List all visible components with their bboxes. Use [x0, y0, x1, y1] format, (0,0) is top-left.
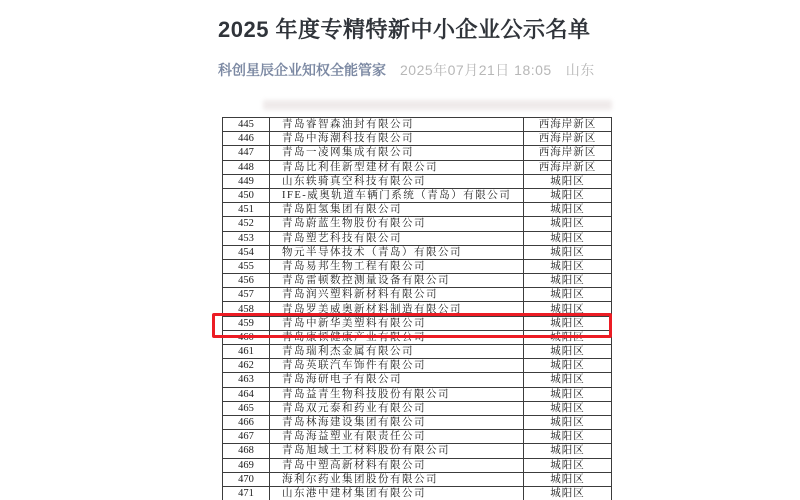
row-number-cell: 447: [223, 146, 270, 160]
table-row: [223, 217, 612, 231]
company-name-cell: 物元半导体技术（青岛）有限公司: [270, 245, 524, 259]
row-number-cell: 459: [223, 316, 270, 330]
district-cell: 城阳区: [524, 444, 612, 458]
row-number-cell: 465: [223, 401, 270, 415]
district-cell: 城阳区: [524, 217, 612, 231]
row-number-cell: 453: [223, 231, 270, 245]
row-number-cell: 464: [223, 387, 270, 401]
company-name-cell: 青岛中新华美塑料有限公司: [270, 316, 524, 330]
table-row: [223, 330, 612, 344]
company-name-cell: 青岛睿智森油封有限公司: [270, 118, 524, 132]
district-cell: 城阳区: [524, 401, 612, 415]
district-cell: 城阳区: [524, 231, 612, 245]
district-cell: 城阳区: [524, 288, 612, 302]
company-name-cell: 青岛雷顿数控测量设备有限公司: [270, 274, 524, 288]
company-name-cell: 青岛阳氢集团有限公司: [270, 203, 524, 217]
table-row: [223, 288, 612, 302]
district-cell: 城阳区: [524, 330, 612, 344]
company-name-cell: IFE-威奥轨道车辆门系统（青岛）有限公司: [270, 188, 524, 202]
row-number-cell: 445: [223, 118, 270, 132]
table-row: [223, 430, 612, 444]
company-name-cell: 青岛益青生物科技股份有限公司: [270, 387, 524, 401]
company-name-cell: 青岛塑艺科技有限公司: [270, 231, 524, 245]
row-number-cell: 461: [223, 345, 270, 359]
table-row: [223, 174, 612, 188]
company-name-cell: 青岛海研电子有限公司: [270, 373, 524, 387]
table-row: [223, 231, 612, 245]
district-cell: 西海岸新区: [524, 132, 612, 146]
row-number-cell: 466: [223, 415, 270, 429]
row-number-cell: 471: [223, 486, 270, 500]
district-cell: 城阳区: [524, 345, 612, 359]
table-row: [223, 188, 612, 202]
table-row: [223, 415, 612, 429]
company-name-cell: 青岛林海建设集团有限公司: [270, 415, 524, 429]
district-cell: 城阳区: [524, 316, 612, 330]
company-name-cell: 青岛罗美威奥新材料制造有限公司: [270, 302, 524, 316]
company-name-cell: 青岛易邦生物工程有限公司: [270, 259, 524, 273]
table-row: [223, 160, 612, 174]
row-number-cell: 469: [223, 458, 270, 472]
row-number-cell: 455: [223, 259, 270, 273]
table-row: [223, 401, 612, 415]
row-number-cell: 462: [223, 359, 270, 373]
row-number-cell: 470: [223, 472, 270, 486]
district-cell: 城阳区: [524, 373, 612, 387]
company-name-cell: 青岛康顿健康产业有限公司: [270, 330, 524, 344]
row-number-cell: 463: [223, 373, 270, 387]
table-row: [223, 486, 612, 500]
company-name-cell: 青岛中海潮科技有限公司: [270, 132, 524, 146]
table-row: [223, 302, 612, 316]
company-name-cell: 山东港中建材集团有限公司: [270, 486, 524, 500]
company-name-cell: 青岛瑞利杰金属有限公司: [270, 345, 524, 359]
table-row: [223, 203, 612, 217]
company-name-cell: 海利尔药业集团股份有限公司: [270, 472, 524, 486]
publish-location: 山东: [565, 62, 595, 78]
row-number-cell: 456: [223, 274, 270, 288]
row-number-cell: 458: [223, 302, 270, 316]
row-number-cell: 460: [223, 330, 270, 344]
row-number-cell: 468: [223, 444, 270, 458]
table-row: [223, 316, 612, 330]
table-row: [223, 146, 612, 160]
district-cell: 城阳区: [524, 174, 612, 188]
table-row: [223, 259, 612, 273]
table-row: [223, 118, 612, 132]
district-cell: 城阳区: [524, 302, 612, 316]
company-name-cell: 青岛一凌网集成有限公司: [270, 146, 524, 160]
district-cell: 城阳区: [524, 387, 612, 401]
row-number-cell: 449: [223, 174, 270, 188]
company-name-cell: 青岛润兴塑料新材料有限公司: [270, 288, 524, 302]
district-cell: 城阳区: [524, 415, 612, 429]
company-name-cell: 山东轶骑真空科技有限公司: [270, 174, 524, 188]
company-name-cell: 青岛蔚蓝生物股份有限公司: [270, 217, 524, 231]
row-number-cell: 451: [223, 203, 270, 217]
table-row: [223, 345, 612, 359]
company-name-cell: 青岛旭域土工材料股份有限公司: [270, 444, 524, 458]
row-number-cell: 454: [223, 245, 270, 259]
account-name-link[interactable]: 科创星辰企业知权全能管家: [218, 62, 386, 78]
table-row: [223, 387, 612, 401]
row-number-cell: 448: [223, 160, 270, 174]
row-number-cell: 446: [223, 132, 270, 146]
district-cell: 城阳区: [524, 245, 612, 259]
row-number-cell: 467: [223, 430, 270, 444]
byline: [218, 60, 638, 80]
page-title: 2025 年度专精特新中小企业公示名单: [218, 17, 591, 42]
table-row: [223, 359, 612, 373]
company-name-cell: 青岛比利佳新型建材有限公司: [270, 160, 524, 174]
row-number-cell: 452: [223, 217, 270, 231]
district-cell: 西海岸新区: [524, 118, 612, 132]
district-cell: 西海岸新区: [524, 146, 612, 160]
company-list-table: [222, 117, 612, 500]
table-row: [223, 274, 612, 288]
faded-previous-row: [263, 100, 612, 110]
table-row: [223, 458, 612, 472]
district-cell: 城阳区: [524, 203, 612, 217]
table-row: [223, 132, 612, 146]
publish-datetime: 2025年07月21日 18:05: [400, 62, 552, 78]
table-row: [223, 373, 612, 387]
company-name-cell: 青岛海益塑业有限责任公司: [270, 430, 524, 444]
table-row: [223, 444, 612, 458]
district-cell: 城阳区: [524, 458, 612, 472]
row-number-cell: 450: [223, 188, 270, 202]
company-table-body: [223, 118, 612, 500]
table-row: [223, 472, 612, 486]
district-cell: 城阳区: [524, 259, 612, 273]
district-cell: 西海岸新区: [524, 160, 612, 174]
row-number-cell: 457: [223, 288, 270, 302]
district-cell: 城阳区: [524, 486, 612, 500]
district-cell: 城阳区: [524, 430, 612, 444]
company-name-cell: 青岛中塑高新材料有限公司: [270, 458, 524, 472]
district-cell: 城阳区: [524, 188, 612, 202]
district-cell: 城阳区: [524, 359, 612, 373]
company-name-cell: 青岛英联汽车饰件有限公司: [270, 359, 524, 373]
table-row: [223, 245, 612, 259]
company-name-cell: 青岛双元泰和药业有限公司: [270, 401, 524, 415]
district-cell: 城阳区: [524, 472, 612, 486]
district-cell: 城阳区: [524, 274, 612, 288]
